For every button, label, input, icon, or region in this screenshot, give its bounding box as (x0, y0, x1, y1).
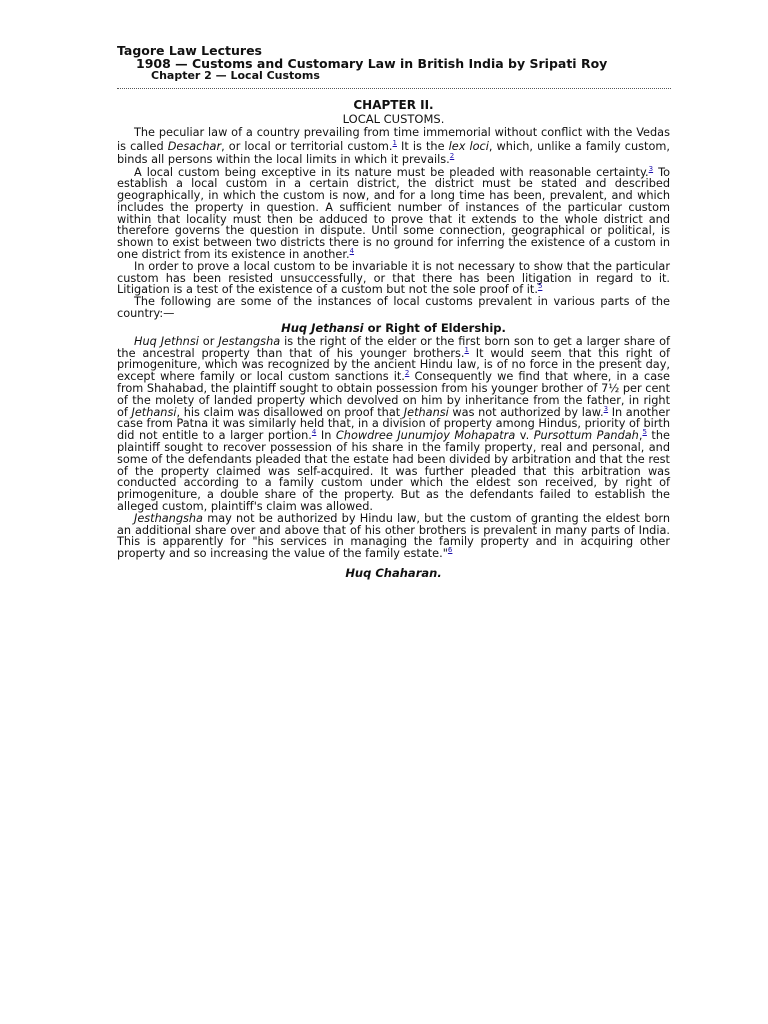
paragraph-6: Jesthangsha may not be authorized by Hindu law, but the custom of granting the eldest born an additional share over and above that of his other brothers is prevalent in many parts of India. This is apparently for "his services in managing the family property and in acquiring other property and so increasing the value of the family estate."$^6$ (117, 511, 670, 561)
footnote-link[interactable]: 4 (349, 247, 355, 256)
footnote-link[interactable]: 3 (603, 404, 609, 413)
chapter-title: CHAPTER II. (353, 98, 434, 112)
paragraph-1: The peculiar law of a country prevailing from time immemorial without conflict with the Vedas is called Desachar, or local or territorial custom.$^1$ It is the lex loci, which, unlike a family custom, binds all persons within the local limits in which it prevails.$^2$ (117, 126, 670, 166)
footnote-link[interactable]: 1 (464, 345, 469, 354)
paragraph-4: The following are some of the instances of local customs prevalent in various parts of the country:— (117, 295, 670, 321)
footnote-link[interactable]: 5 (537, 282, 543, 291)
footnote-link[interactable]: 1 (392, 138, 397, 147)
footnote-link[interactable]: 4 (311, 428, 317, 437)
paragraph-2: A local custom being exceptive in its nature must be pleaded with reasonable certainty.$^3$ To establish a local custom in a certain district, the district must be stated and described geographically, in which the custom is now, and for a long time has been, prevalent, and which includes the property in question. A sufficient number of instances of the particular custom within that locality must then be adduced to prove that it extends to the whole district and therefore governs the question in dispute. Until some connection, geographical or political, is shown to exist between two districts there is no ground for inferring the existence of a custom in one district from its existence in another.$^4$ (117, 164, 670, 262)
series-title: Tagore Law Lectures (117, 43, 262, 58)
section-heading-eldership: Huq Jethansi or Right of Eldership. (281, 320, 506, 335)
footnote-link[interactable]: 5 (642, 428, 647, 437)
chapter-breadcrumb: Chapter 2 — Local Customs (151, 69, 320, 82)
section-heading-chaharan: Huq Chaharan. (345, 566, 442, 580)
footnote-link[interactable]: 6 (447, 546, 453, 555)
chapter-subtitle: LOCAL CUSTOMS. (342, 112, 445, 126)
footnote-link[interactable]: 3 (648, 164, 654, 173)
page-header (117, 44, 677, 89)
dotted-divider (117, 88, 671, 89)
footnote-link[interactable]: 2 (449, 152, 455, 161)
document-body (117, 98, 670, 580)
book-title: 1908 — Customs and Customary Law in British India by Sripati Roy (136, 56, 608, 71)
footnote-link[interactable]: 2 (404, 369, 410, 378)
paragraph-3: In order to prove a local custom to be invariable it is not necessary to show that the particular custom has been resisted unsuccessfully, or that there has been litigation in regard to it. Litigation is a test of the existence of a custom but not the sole proof of it.$^5$ (117, 259, 670, 297)
paragraph-5: Huq Jethnsi or Jestangsha is the right of the elder or the first born son to get a larger share of the ancestral property than that of his younger brothers.$^1$ It would seem that this right of primogeniture, which was recognized by the ancient Hindu law, is of no force in the present day, except where family or local custom sanctions it.$^2$ Consequently we find that where, in a case from Shahabad, the plaintiff sought to obtain possession from his younger brother of 7½ per cent of the molety of landed property which devolved on him by inheritance from the father, in right of Jethansi, his claim was disallowed on proof that Jethansi was not authorized by law.$^3$ In another case from Patna it was similarly held that, in a division of property among Hindus, priority of birth did not entitle to a larger portion.$^4$ In Chowdree Junumjoy Mohapatra v. Pursottum Pandah,$^5$ the plaintiff sought to recover possession of his share in the family property, real and personal, and some of the defendants pleaded that the estate had been divided by arbitration and that the rest of the property claimed was self-acquired. It was further pleaded that this arbitration was conducted according to a family custom under which the eldest son received, by right of primogeniture, a double share of the property. But as the defendants failed to establish the alleged custom, plaintiff's claim was allowed. (117, 334, 671, 514)
